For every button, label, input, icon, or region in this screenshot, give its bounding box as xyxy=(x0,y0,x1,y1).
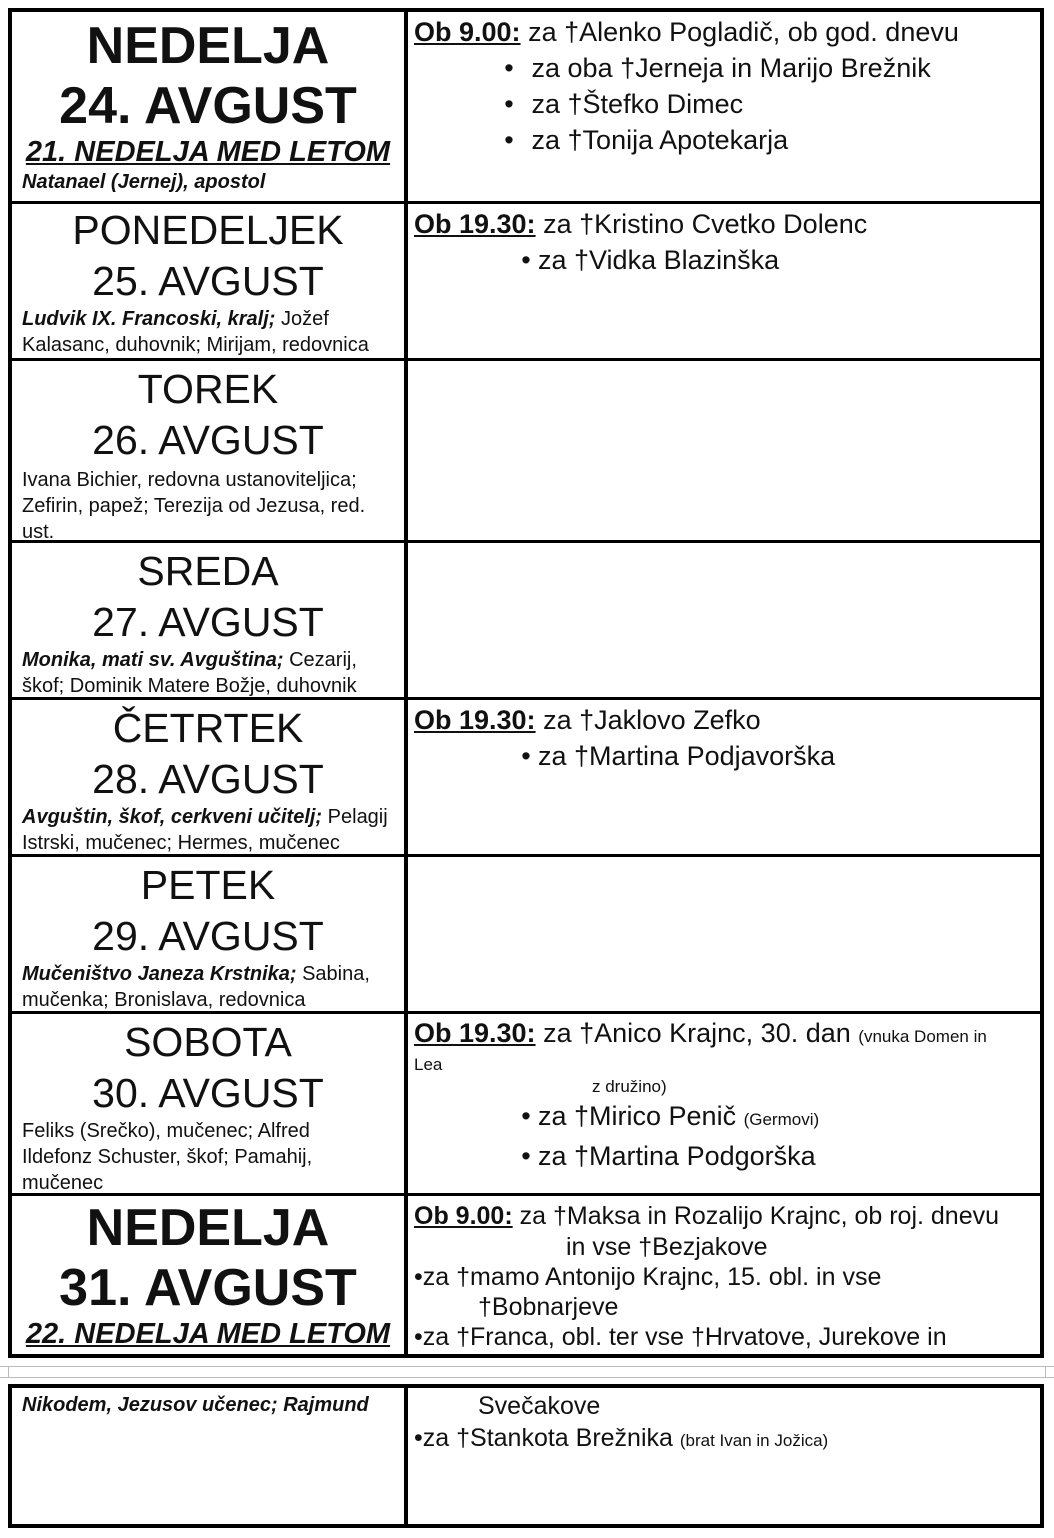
day-cell xyxy=(12,204,408,358)
schedule-table-continued xyxy=(8,1384,1044,1528)
mass-time: Ob 19.30: xyxy=(414,705,536,735)
day-name: NEDELJA xyxy=(86,17,330,75)
mass-time: Ob 9.00: xyxy=(414,1202,513,1230)
mass-intention: za †Alenko Pogladič, ob god. dnevu xyxy=(528,17,959,47)
page-break xyxy=(0,1366,1054,1378)
saints-text: Natanael (Jernej), apostol xyxy=(22,171,266,193)
day-row-saturday-30 xyxy=(12,1014,1040,1196)
mass-intention: za †Kristino Cvetko Dolenc xyxy=(543,209,868,239)
day-row-sunday-31 xyxy=(12,1196,1040,1354)
mass-note: (brat Ivan in Jožica) xyxy=(679,1431,829,1450)
mass-cell: Ob 19.30: za †Anico Krajnc, 30. dan (vnuka Domen in Lea z družino) • za †Mirico Penič (Germovi) • za †Martina Podgorška xyxy=(408,1014,1040,1193)
mass-intention: za †Mirico Penič xyxy=(538,1101,737,1131)
mass-time: Ob 9.00: xyxy=(414,17,521,47)
mass-intention: za oba †Jerneja in Marijo Brežnik xyxy=(531,53,931,83)
mass-intention: za †Maksa in Rozalijo Krajnc, ob roj. dnevu xyxy=(519,1202,1000,1230)
day-date: 24. AVGUST xyxy=(59,77,357,135)
day-name: SOBOTA xyxy=(124,1019,292,1065)
day-cell xyxy=(12,857,408,1011)
mass-intention: za †Franca, obl. ter vse †Hrvatove, Jurekove in xyxy=(422,1323,947,1351)
saints-text: Cezarij, škof; Dominik Matere Božje, duhovnik xyxy=(22,649,357,697)
saints-text: Nikodem, Jezusov učenec; Rajmund xyxy=(22,1394,369,1416)
saints-text: Sabina, mučenka; Bronislava, redovnica xyxy=(22,963,370,1011)
mass-time: Ob 19.30: xyxy=(414,209,536,239)
day-name: ČETRTEK xyxy=(112,705,304,751)
mass-note: (vnuka Domen in xyxy=(858,1027,987,1046)
mass-cell xyxy=(408,857,1040,1011)
mass-intention: †Bobnarjeve xyxy=(478,1293,619,1321)
saints-text: Avguštin, škof, cerkveni učitelj; xyxy=(22,806,323,828)
day-cell xyxy=(12,361,408,543)
day-row-monday-25 xyxy=(12,204,1040,361)
day-cell xyxy=(12,1014,408,1193)
mass-cell xyxy=(408,361,1040,540)
mass-intention: za †Stankota Brežnika xyxy=(422,1424,673,1452)
liturgical-title: 21. NEDELJA MED LETOM xyxy=(25,136,391,168)
schedule-table xyxy=(8,8,1044,1358)
day-name: SREDA xyxy=(137,548,279,594)
mass-intention: za †Martina Podgorška xyxy=(538,1141,816,1171)
day-cell xyxy=(12,700,408,854)
mass-cell: Ob 19.30: za †Jaklovo Zefko • za †Martina Podjavorška xyxy=(414,705,836,771)
mass-intention: in vse †Bezjakove xyxy=(566,1233,768,1261)
day-name: TOREK xyxy=(137,366,279,412)
mass-cell: Svečakove •za †Stankota Brežnika (brat Ivan in Jožica) xyxy=(408,1388,1040,1524)
day-date: 30. AVGUST xyxy=(92,1070,324,1116)
saints-text: Pelagij Istrski, mučenec; Hermes, mučenec xyxy=(22,806,388,854)
saints-text: Jožef Kalasanc, duhovnik; Mirijam, redovnica xyxy=(22,308,369,356)
saints-text: Feliks (Srečko), mučenec; Alfred Ildefonz Schuster, škof; Pamahij, mučenec xyxy=(22,1120,313,1194)
mass-cell: Ob 9.00: za †Alenko Pogladič, ob god. dnevu • za oba †Jerneja in Marijo Brežnik • za †Štefko Dimec • za †Tonija Apotekarja xyxy=(414,17,959,155)
day-row-friday-29 xyxy=(12,857,1040,1014)
mass-intention: za †Vidka Blazinška xyxy=(538,245,780,275)
liturgical-title: 22. NEDELJA MED LETOM xyxy=(25,1318,391,1350)
mass-intention: za †mamo Antonijo Krajnc, 15. obl. in vse xyxy=(422,1263,882,1291)
mass-intention: za †Štefko Dimec xyxy=(531,89,744,119)
day-name: PONEDELJEK xyxy=(72,207,344,253)
day-row-thursday-28 xyxy=(12,700,1040,857)
saints-text: Mučeništvo Janeza Krstnika; xyxy=(22,963,297,985)
mass-note: z družino) xyxy=(592,1077,667,1096)
day-row-sunday-31-continued xyxy=(12,1388,1040,1524)
saints-text: Ivana Bichier, redovna ustanoviteljica; Zefirin, papež; Terezija od Jezusa, red. ust. xyxy=(22,469,366,543)
day-cell xyxy=(12,543,408,697)
mass-intention: za †Jaklovo Zefko xyxy=(543,705,761,735)
day-date: 27. AVGUST xyxy=(92,599,324,645)
day-cell xyxy=(12,12,408,201)
day-cell xyxy=(12,1196,408,1354)
saints-text: Ludvik IX. Francoski, kralj; xyxy=(22,308,276,330)
day-date: 25. AVGUST xyxy=(92,258,324,304)
day-date: 29. AVGUST xyxy=(92,913,324,959)
mass-intention: Svečakove xyxy=(478,1392,601,1420)
mass-cell xyxy=(408,543,1040,697)
mass-time: Ob 19.30: xyxy=(414,1018,536,1048)
day-row-sunday-24 xyxy=(12,12,1040,204)
day-date: 28. AVGUST xyxy=(92,756,324,802)
mass-intention: za †Anico Krajnc, 30. dan xyxy=(543,1018,851,1048)
day-name: NEDELJA xyxy=(86,1199,330,1257)
day-date: 31. AVGUST xyxy=(59,1259,357,1317)
mass-intention: za †Martina Podjavorška xyxy=(538,741,836,771)
mass-note: Lea xyxy=(414,1055,443,1074)
mass-intention: za †Tonija Apotekarja xyxy=(531,125,789,155)
mass-cell: Ob 9.00: za †Maksa in Rozalijo Krajnc, ob roj. dnevu in vse †Bezjakove •za †mamo Antonijo Krajnc, 15. obl. in vse †Bobnarjeve •za †Franca, obl. ter vse †Hrvatove, Jurekove in xyxy=(408,1196,1040,1354)
saints-text: Monika, mati sv. Avguština; xyxy=(22,649,284,671)
mass-cell: Ob 19.30: za †Kristino Cvetko Dolenc • za †Vidka Blazinška xyxy=(414,209,868,275)
mass-note: (Germovi) xyxy=(743,1110,820,1129)
day-name: PETEK xyxy=(140,862,276,908)
day-date: 26. AVGUST xyxy=(92,417,324,463)
day-row-tuesday-26 xyxy=(12,361,1040,543)
day-row-wednesday-27 xyxy=(12,543,1040,700)
day-cell xyxy=(12,1388,408,1524)
